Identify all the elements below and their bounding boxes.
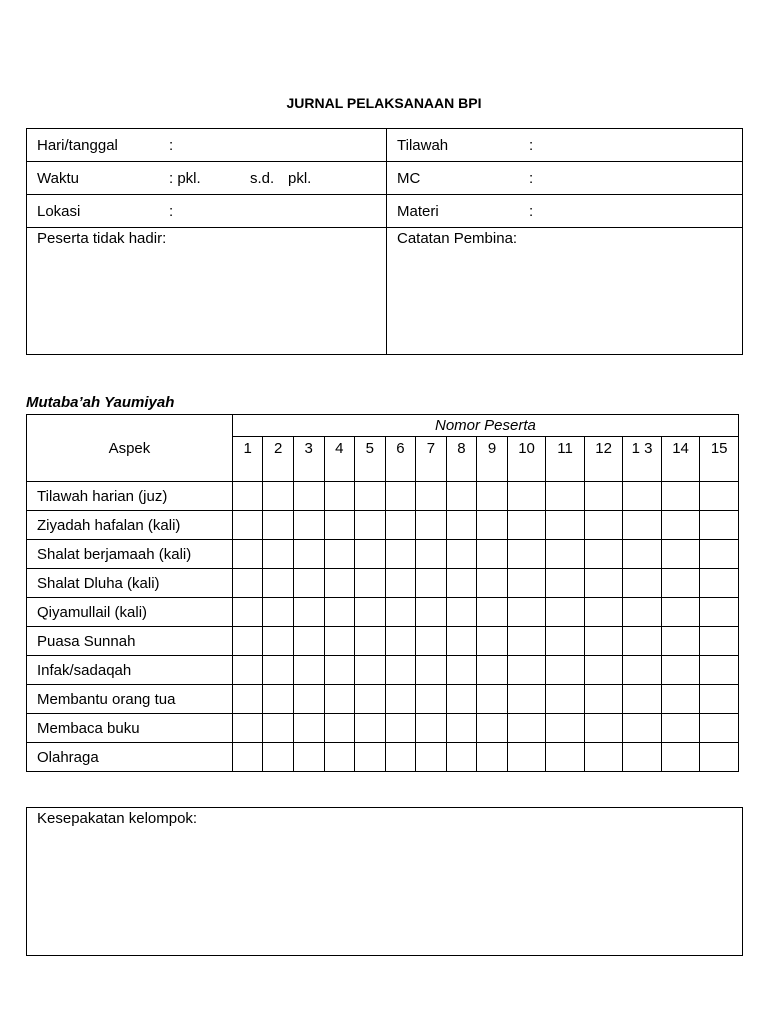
waktu-field[interactable] (27, 162, 387, 195)
entry-cell[interactable] (355, 511, 386, 540)
entry-cell[interactable] (416, 743, 447, 772)
entry-cell[interactable] (661, 482, 700, 511)
participant-number-header: 9 (477, 437, 508, 482)
mc-label: MC (397, 170, 421, 187)
aspek-label: Membaca buku (27, 714, 233, 743)
entry-cell[interactable] (324, 598, 355, 627)
entry-cell[interactable] (700, 714, 739, 743)
entry-cell[interactable] (416, 685, 447, 714)
entry-cell[interactable] (355, 598, 386, 627)
participant-number-header: 4 (324, 437, 355, 482)
table-row (27, 569, 739, 598)
entry-cell[interactable] (584, 685, 623, 714)
entry-cell[interactable] (293, 482, 324, 511)
table-row (27, 714, 739, 743)
entry-cell[interactable] (507, 685, 546, 714)
entry-cell[interactable] (661, 511, 700, 540)
entry-cell[interactable] (446, 511, 477, 540)
entry-cell[interactable] (507, 511, 546, 540)
section-title: Mutaba’ah Yaumiyah (26, 394, 175, 411)
entry-cell[interactable] (661, 714, 700, 743)
entry-cell[interactable] (546, 627, 585, 656)
entry-cell[interactable] (507, 714, 546, 743)
kesepakatan-table (26, 807, 743, 956)
aspek-header: Aspek (27, 415, 233, 482)
entry-cell[interactable] (584, 656, 623, 685)
entry-cell[interactable] (355, 714, 386, 743)
table-row (27, 656, 739, 685)
entry-cell[interactable] (324, 482, 355, 511)
entry-cell[interactable] (355, 482, 386, 511)
entry-cell[interactable] (293, 685, 324, 714)
entry-cell[interactable] (232, 598, 263, 627)
entry-cell[interactable] (700, 627, 739, 656)
entry-cell[interactable] (446, 656, 477, 685)
catatan-pembina-field[interactable] (387, 228, 743, 355)
entry-cell[interactable] (546, 540, 585, 569)
peserta-tidak-hadir-label: Peserta tidak hadir: (37, 230, 167, 247)
nomor-peserta-header: Nomor Peserta (232, 415, 738, 437)
entry-cell[interactable] (546, 714, 585, 743)
entry-cell[interactable] (546, 598, 585, 627)
entry-cell[interactable] (507, 656, 546, 685)
mutabaah-table (26, 414, 739, 772)
entry-cell[interactable] (416, 598, 447, 627)
entry-cell[interactable] (623, 569, 661, 598)
entry-cell[interactable] (446, 685, 477, 714)
colon: : (529, 203, 534, 220)
entry-cell[interactable] (623, 598, 661, 627)
aspek-label: Shalat Dluha (kali) (27, 569, 233, 598)
entry-cell[interactable] (263, 482, 294, 511)
entry-cell[interactable] (700, 540, 739, 569)
entry-cell[interactable] (546, 743, 585, 772)
entry-cell[interactable] (385, 743, 416, 772)
entry-cell[interactable] (546, 656, 585, 685)
entry-cell[interactable] (507, 743, 546, 772)
entry-cell[interactable] (700, 685, 739, 714)
lokasi-label: Lokasi (37, 203, 81, 220)
table-row (27, 743, 739, 772)
entry-cell[interactable] (385, 598, 416, 627)
entry-cell[interactable] (385, 540, 416, 569)
entry-cell[interactable] (293, 714, 324, 743)
entry-cell[interactable] (661, 540, 700, 569)
entry-cell[interactable] (477, 685, 508, 714)
participant-number-header: 12 (584, 437, 623, 482)
entry-cell[interactable] (385, 627, 416, 656)
entry-cell[interactable] (263, 714, 294, 743)
entry-cell[interactable] (584, 714, 623, 743)
entry-cell[interactable] (546, 482, 585, 511)
participant-number-header: 6 (385, 437, 416, 482)
participant-number-header: 3 (293, 437, 324, 482)
entry-cell[interactable] (700, 598, 739, 627)
entry-cell[interactable] (546, 569, 585, 598)
entry-cell[interactable] (416, 714, 447, 743)
table-row (27, 598, 739, 627)
aspek-label: Membantu orang tua (27, 685, 233, 714)
entry-cell[interactable] (232, 569, 263, 598)
entry-cell[interactable] (416, 656, 447, 685)
tilawah-label: Tilawah (397, 137, 449, 154)
entry-cell[interactable] (584, 540, 623, 569)
entry-cell[interactable] (584, 569, 623, 598)
entry-cell[interactable] (385, 714, 416, 743)
table-row (27, 685, 739, 714)
entry-cell[interactable] (477, 656, 508, 685)
entry-cell[interactable] (293, 598, 324, 627)
table-row (27, 540, 739, 569)
entry-cell[interactable] (623, 656, 661, 685)
entry-cell[interactable] (477, 540, 508, 569)
entry-cell[interactable] (700, 743, 739, 772)
lokasi-field[interactable] (27, 195, 387, 228)
participant-number-header: 2 (263, 437, 294, 482)
aspek-label: Shalat berjamaah (kali) (27, 540, 233, 569)
entry-cell[interactable] (263, 685, 294, 714)
entry-cell[interactable] (355, 656, 386, 685)
entry-cell[interactable] (477, 743, 508, 772)
entry-cell[interactable] (263, 540, 294, 569)
entry-cell[interactable] (324, 511, 355, 540)
entry-cell[interactable] (385, 482, 416, 511)
colon: : (169, 203, 174, 220)
entry-cell[interactable] (446, 598, 477, 627)
entry-cell[interactable] (263, 511, 294, 540)
entry-cell[interactable] (355, 743, 386, 772)
entry-cell[interactable] (293, 743, 324, 772)
kesepakatan-field[interactable] (27, 808, 743, 956)
entry-cell[interactable] (355, 685, 386, 714)
participant-number-header: 1 (232, 437, 263, 482)
aspek-label: Ziyadah hafalan (kali) (27, 511, 233, 540)
entry-cell[interactable] (232, 627, 263, 656)
entry-cell[interactable] (324, 685, 355, 714)
table-row (27, 511, 739, 540)
participant-number-header: 8 (446, 437, 477, 482)
entry-cell[interactable] (661, 627, 700, 656)
entry-cell[interactable] (700, 482, 739, 511)
entry-cell[interactable] (416, 511, 447, 540)
entry-cell[interactable] (416, 482, 447, 511)
entry-cell[interactable] (623, 540, 661, 569)
entry-cell[interactable] (416, 540, 447, 569)
entry-cell[interactable] (623, 743, 661, 772)
entry-cell[interactable] (232, 511, 263, 540)
entry-cell[interactable] (324, 714, 355, 743)
table-row (27, 482, 739, 511)
entry-cell[interactable] (700, 656, 739, 685)
entry-cell[interactable] (661, 569, 700, 598)
entry-cell[interactable] (623, 511, 661, 540)
tilawah-field[interactable] (387, 129, 743, 162)
materi-label: Materi (397, 203, 439, 220)
entry-cell[interactable] (507, 482, 546, 511)
participant-number-header: 14 (661, 437, 700, 482)
entry-cell[interactable] (446, 627, 477, 656)
entry-cell[interactable] (623, 627, 661, 656)
entry-cell[interactable] (416, 569, 447, 598)
entry-cell[interactable] (263, 656, 294, 685)
entry-cell[interactable] (584, 598, 623, 627)
entry-cell[interactable] (293, 656, 324, 685)
entry-cell[interactable] (293, 569, 324, 598)
entry-cell[interactable] (507, 598, 546, 627)
aspek-label: Infak/sadaqah (27, 656, 233, 685)
participant-number-header: 1 3 (623, 437, 661, 482)
entry-cell[interactable] (477, 511, 508, 540)
entry-cell[interactable] (293, 540, 324, 569)
entry-cell[interactable] (446, 714, 477, 743)
entry-cell[interactable] (263, 598, 294, 627)
entry-cell[interactable] (232, 540, 263, 569)
waktu-label: Waktu (37, 170, 79, 187)
entry-cell[interactable] (546, 685, 585, 714)
entry-cell[interactable] (324, 627, 355, 656)
entry-cell[interactable] (623, 482, 661, 511)
entry-cell[interactable] (507, 540, 546, 569)
colon: : (529, 170, 534, 187)
entry-cell[interactable] (324, 656, 355, 685)
entry-cell[interactable] (324, 569, 355, 598)
waktu-sd: s.d. (250, 170, 275, 187)
entry-cell[interactable] (584, 511, 623, 540)
entry-cell[interactable] (232, 685, 263, 714)
entry-cell[interactable] (263, 743, 294, 772)
entry-cell[interactable] (355, 540, 386, 569)
participant-number-header: 15 (700, 437, 739, 482)
entry-cell[interactable] (700, 569, 739, 598)
hari-tanggal-field[interactable] (27, 129, 387, 162)
entry-cell[interactable] (324, 540, 355, 569)
colon: : (529, 137, 534, 154)
entry-cell[interactable] (355, 569, 386, 598)
entry-cell[interactable] (293, 511, 324, 540)
entry-cell[interactable] (263, 569, 294, 598)
entry-cell[interactable] (477, 482, 508, 511)
entry-cell[interactable] (477, 714, 508, 743)
entry-cell[interactable] (623, 685, 661, 714)
entry-cell[interactable] (477, 627, 508, 656)
aspek-label: Puasa Sunnah (27, 627, 233, 656)
entry-cell[interactable] (446, 569, 477, 598)
entry-cell[interactable] (623, 714, 661, 743)
aspek-label: Tilawah harian (juz) (27, 482, 233, 511)
entry-cell[interactable] (584, 627, 623, 656)
entry-cell[interactable] (546, 511, 585, 540)
waktu-pkl-start: : pkl. (169, 170, 201, 187)
colon: : (169, 137, 174, 154)
aspek-label: Qiyamullail (kali) (27, 598, 233, 627)
entry-cell[interactable] (385, 511, 416, 540)
entry-cell[interactable] (232, 482, 263, 511)
waktu-pkl-end: pkl. (288, 170, 312, 187)
entry-cell[interactable] (416, 627, 447, 656)
entry-cell[interactable] (293, 627, 324, 656)
entry-cell[interactable] (446, 743, 477, 772)
entry-cell[interactable] (263, 627, 294, 656)
entry-cell[interactable] (385, 656, 416, 685)
table-row (27, 627, 739, 656)
aspek-label: Olahraga (27, 743, 233, 772)
participant-number-header: 7 (416, 437, 447, 482)
entry-cell[interactable] (584, 482, 623, 511)
entry-cell[interactable] (477, 569, 508, 598)
participant-number-header: 11 (546, 437, 585, 482)
entry-cell[interactable] (700, 511, 739, 540)
entry-cell[interactable] (661, 656, 700, 685)
kesepakatan-label: Kesepakatan kelompok: (37, 810, 198, 827)
entry-cell[interactable] (661, 685, 700, 714)
peserta-tidak-hadir-field[interactable] (27, 228, 387, 355)
entry-cell[interactable] (507, 569, 546, 598)
mc-field[interactable] (387, 162, 743, 195)
entry-cell[interactable] (507, 627, 546, 656)
entry-cell[interactable] (584, 743, 623, 772)
entry-cell[interactable] (232, 656, 263, 685)
hari-tanggal-label: Hari/tanggal (37, 137, 118, 154)
catatan-pembina-label: Catatan Pembina: (397, 230, 518, 247)
entry-cell[interactable] (446, 482, 477, 511)
entry-cell[interactable] (385, 685, 416, 714)
page-title: JURNAL PELAKSANAAN BPI (286, 95, 482, 111)
entry-cell[interactable] (661, 743, 700, 772)
entry-cell[interactable] (355, 627, 386, 656)
entry-cell[interactable] (324, 743, 355, 772)
info-table (26, 128, 743, 355)
entry-cell[interactable] (446, 540, 477, 569)
entry-cell[interactable] (385, 569, 416, 598)
entry-cell[interactable] (232, 714, 263, 743)
participant-number-header: 5 (355, 437, 386, 482)
participant-number-header: 10 (507, 437, 546, 482)
entry-cell[interactable] (477, 598, 508, 627)
entry-cell[interactable] (232, 743, 263, 772)
materi-field[interactable] (387, 195, 743, 228)
entry-cell[interactable] (661, 598, 700, 627)
